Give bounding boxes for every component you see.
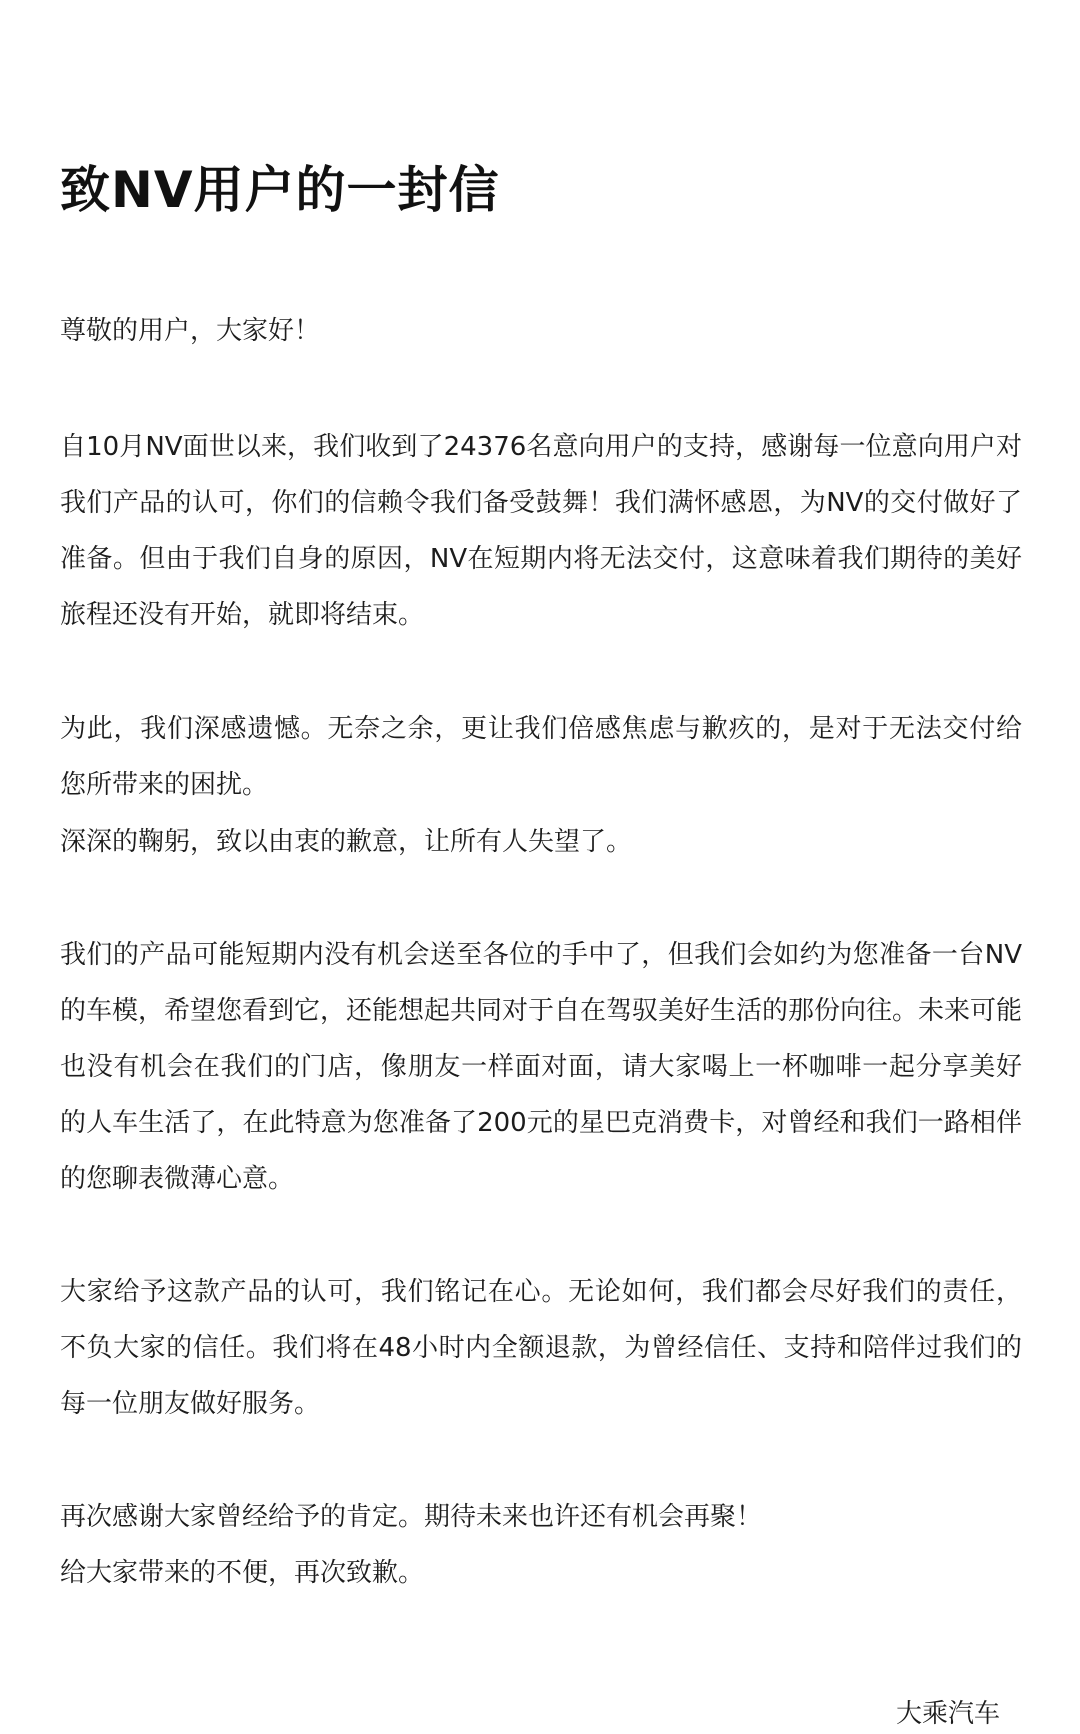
letter-title: 致NV用户的一封信	[60, 161, 500, 219]
paragraph-3-line: 我们的产品可能短期内没有机会送至各位的手中了，但我们会如约为您准备一台NV	[60, 940, 1022, 970]
paragraph-4-line: 大家给予这款产品的认可，我们铭记在心。无论如何，我们都会尽好我们的责任，	[60, 1277, 1022, 1307]
paragraph-2-line: 为此，我们深感遗憾。无奈之余，更让我们倍感焦虑与歉疚的，是对于无法交付给	[60, 714, 1022, 744]
paragraph-5-line: 再次感谢大家曾经给予的肯定。期待未来也许还有机会再聚！	[60, 1502, 763, 1532]
paragraph-3-line: 的人车生活了，在此特意为您准备了200元的星巴克消费卡，对曾经和我们一路相伴	[60, 1108, 1022, 1138]
paragraph-4-line: 不负大家的信任。我们将在48小时内全额退款，为曾经信任、支持和陪伴过我们的	[60, 1333, 1022, 1363]
paragraph-1-line: 我们产品的认可，你们的信赖令我们备受鼓舞！我们满怀感恩，为NV的交付做好了	[60, 488, 1022, 518]
paragraph-1-line: 自10月NV面世以来，我们收到了24376名意向用户的支持，感谢每一位意向用户对	[60, 432, 1022, 462]
letter-signature: 大乘汽车	[896, 1699, 1001, 1729]
paragraph-4-line: 每一位朋友做好服务。	[60, 1389, 321, 1419]
paragraph-3-line: 也没有机会在我们的门店，像朋友一样面对面，请大家喝上一杯咖啡一起分享美好	[60, 1052, 1022, 1082]
paragraph-1-line: 旅程还没有开始，就即将结束。	[60, 600, 425, 630]
paragraph-2-line: 深深的鞠躬，致以由衷的歉意，让所有人失望了。	[60, 827, 633, 857]
letter-greeting: 尊敬的用户，大家好！	[60, 316, 321, 346]
paragraph-5-line: 给大家带来的不便，再次致歉。	[60, 1558, 425, 1588]
paragraph-3-line: 的您聊表微薄心意。	[60, 1164, 295, 1194]
paragraph-1-line: 准备。但由于我们自身的原因，NV在短期内将无法交付，这意味着我们期待的美好	[60, 544, 1022, 574]
paragraph-3-line: 的车模，希望您看到它，还能想起共同对于自在驾驭美好生活的那份向往。未来可能	[60, 996, 1023, 1026]
paragraph-2-line: 您所带来的困扰。	[60, 770, 269, 800]
